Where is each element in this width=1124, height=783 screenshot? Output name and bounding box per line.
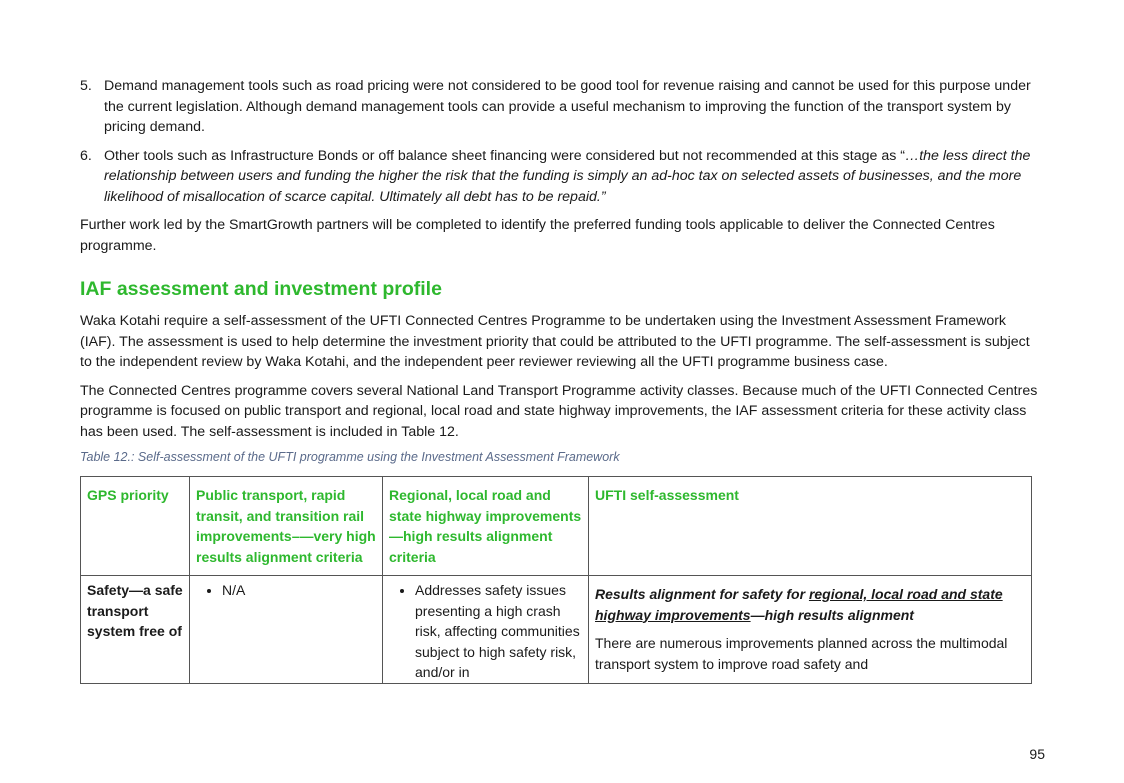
- assessment-text: There are numerous improvements planned across the multimodal transport system to improve road safety and: [595, 635, 1008, 672]
- results-prefix: Results alignment for safety for: [595, 586, 809, 602]
- paragraph-further-work: Further work led by the SmartGrowth partners will be completed to identify the preferred funding tools applicable to deliver the Connected Centres programme.: [80, 217, 995, 254]
- bullet-item: • Addresses safety issues presenting a high crash risk, affecting communities subject to high safety risk, and/or in: [415, 580, 582, 683]
- table-row: [81, 576, 1032, 684]
- cell-regional: [383, 576, 589, 684]
- bullet-item: • N/A: [222, 580, 376, 601]
- header-regional-road: Regional, local road and state highway improvements—high results alignment criteria: [383, 477, 589, 576]
- list-text: Demand management tools such as road pricing were not considered to be good tool for revenue raising and cannot be used for this purpose under the current legislation. Although demand management tools can provide a useful mechanism to improving the function of the transport system by pricing demand.: [104, 78, 1031, 135]
- document-body: [80, 76, 1040, 684]
- header-gps-priority: GPS priority: [81, 477, 190, 576]
- section-heading: IAF assessment and investment profile: [80, 278, 442, 300]
- page-number: 95: [1029, 746, 1045, 762]
- table-caption: Table 12.: Self-assessment of the UFTI programme using the Investment Assessment Framework: [80, 450, 620, 464]
- cell-priority: Safety—a safe transport system free of: [81, 576, 190, 684]
- header-self-assessment: UFTI self-assessment: [589, 477, 1032, 576]
- results-underlined: regional, local road and state highway improvements: [595, 586, 1003, 623]
- list-number: 6.: [80, 147, 92, 164]
- list-quote: …the less direct the relationship between users and funding the higher the risk that the funding is simply an ad-hoc tax on selected assets of businesses, and the more likelihood of misallocation of scarce capital. Ultimately all debt has to be repaid.”: [104, 147, 1031, 205]
- paragraph-connected-centres: The Connected Centres programme covers several National Land Transport Programme activity classes. Because much of the UFTI Connected Centres programme is focused on public transport and regional, local road and state highway improvements, the IAF assessment criteria for these activity class has been used. The self-assessment is included in Table 12.: [80, 382, 1038, 440]
- list-text: Other tools such as Infrastructure Bonds or off balance sheet financing were considered but not recommended at this stage as “: [104, 147, 905, 164]
- list-number: 5.: [80, 78, 92, 94]
- paragraph-waka-kotahi: Waka Kotahi require a self-assessment of the UFTI Connected Centres Programme to be undertaken using the Investment Assessment Framework (IAF). The assessment is used to help determine the investment priority that could be attributed to the UFTI programme. The self-assessment is subject to the independent review by Waka Kotahi, and the independent peer reviewer reviewing all the UFTI programme business case.: [80, 313, 1030, 370]
- self-assessment-table: [80, 476, 1032, 684]
- cell-public-transport: [190, 576, 383, 684]
- list-item: [80, 146, 1040, 208]
- header-public-transport: Public transport, rapid transit, and transition rail improvements–—very high results alignment criteria: [190, 477, 383, 576]
- cell-assessment: [589, 576, 1032, 684]
- results-suffix: —high results alignment: [750, 606, 914, 623]
- results-alignment-heading: [595, 584, 1025, 625]
- table-header-row: [81, 477, 1032, 576]
- numbered-list: [80, 76, 1040, 207]
- list-item: [80, 76, 1040, 138]
